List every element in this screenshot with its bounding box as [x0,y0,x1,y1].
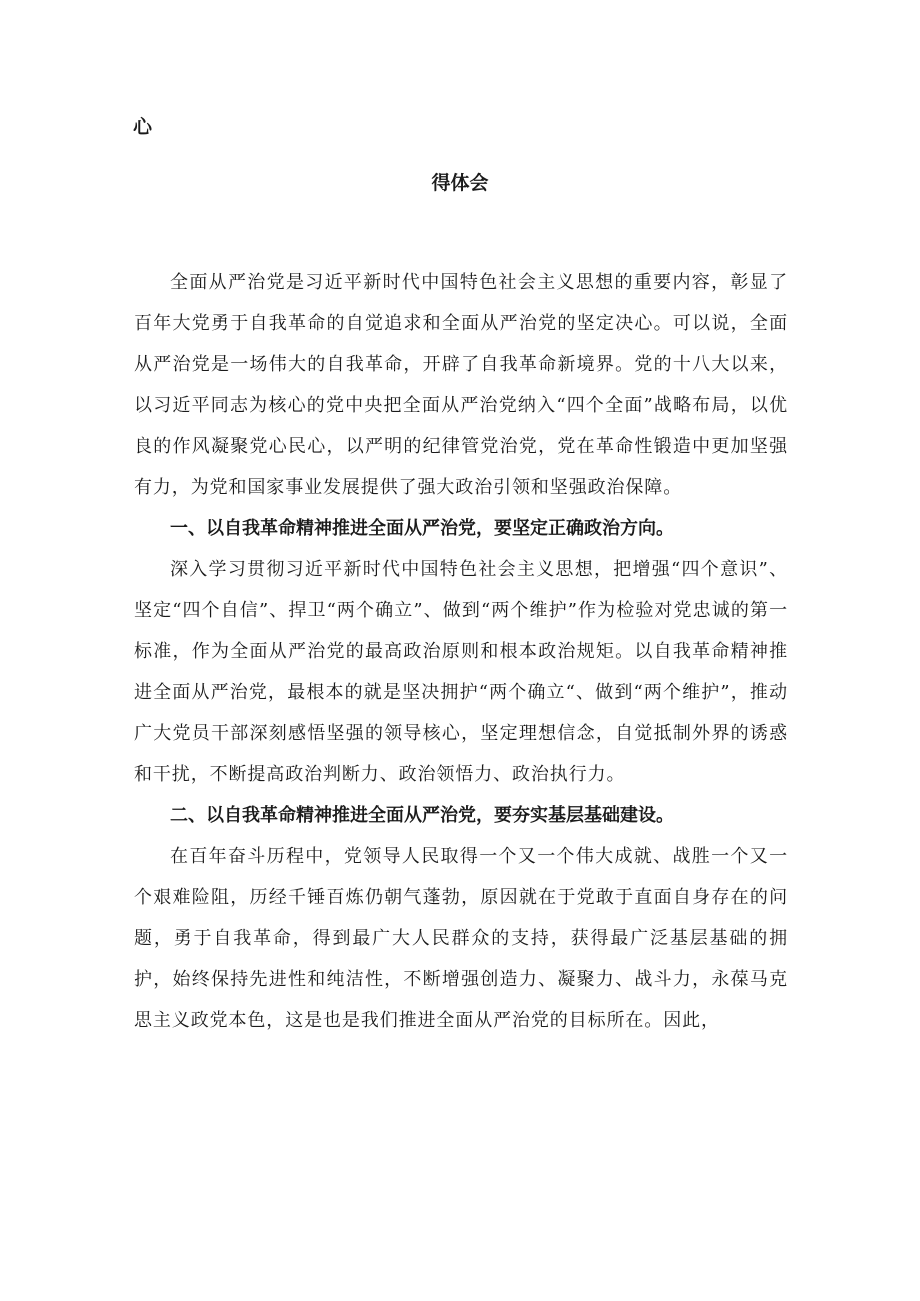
body-paragraph: 全面从严治党是习近平新时代中国特色社会主义思想的重要内容，彰显了百年大党勇于自我革命的自觉追求和全面从严治党的坚定决心。可以说，全面从严治党是一场伟大的自我革命，开辟了自我革命新境界。党的十八大以来，以习近平同志为核心的党中央把全面从严治党纳入“四个全面”战略布局，以优良的作风凝聚党心民心，以严明的纪律管党治党，党在革命性锻造中更加坚强有力，为党和国家事业发展提供了强大政治引领和坚强政治保障。 [134,272,788,498]
body-paragraph: 深入学习贯彻习近平新时代中国特色社会主义思想，把增强“四个意识”、坚定“四个自信”、捍卫“两个确立”、做到“两个维护”作为检验对党忠诚的第一标准，作为全面从严治党的最高政治原则和根本政治规矩。以自我革命精神推进全面从严治党，最根本的就是坚决拥护“两个确立“、做到“两个维护”，推动广大党员干部深刻感悟坚强的领导核心，坚定理想信念，自觉抵制外界的诱惑和干扰，不断提高政治判断力、政治领悟力、政治执行力。 [134,559,788,785]
document-body [134,262,788,1041]
body-paragraph: 在百年奋斗历程中，党领导人民取得一个又一个伟大成就、战胜一个又一个艰难险阻，历经千锤百炼仍朝气蓬勃，原因就在于党敢于直面自身存在的问题，勇于自我革命，得到最广大人民群众的支持，获得最广泛基层基础的拥护，始终保持先进性和纯洁性，不断增强创造力、凝聚力、战斗力，永葆马克思主义政党本色，这是也是我们推进全面从严治党的目标所在。因此， [134,846,788,1031]
section-heading: 一、以自我革命精神推进全面从严治党，要坚定正确政治方向。 [170,518,674,539]
heading-fragment: 心 [133,116,153,138]
section-heading: 二、以自我革命精神推进全面从严治党，要夯实基层基础建设。 [170,805,674,826]
page-title: 得体会 [431,172,489,194]
